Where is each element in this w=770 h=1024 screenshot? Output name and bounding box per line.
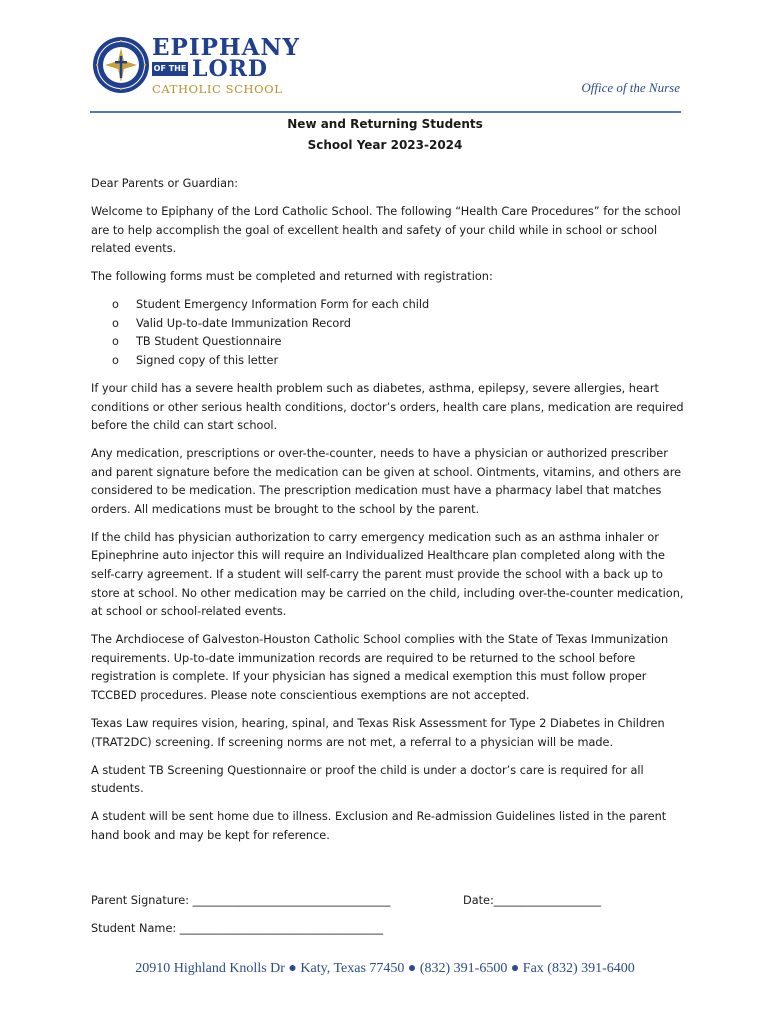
immunization-paragraph: The Archdiocese of Galveston-Houston Catholic School complies with the State of Texas Immunization requirements. Up-to-date immunization records are required to be returned to the school before registration is complete. If your physician has signed a medical exemption this must follow proper TCCBED procedures. Please note conscientious exemptions are not accepted. bbox=[91, 633, 669, 702]
screening-paragraph: Texas Law requires vision, hearing, spinal, and Texas Risk Assessment for Type 2 Diabetes in Children (TRAT2DC) screening. If screening norms are not met, a referral to a physician will be made. bbox=[91, 716, 665, 749]
student-name-field[interactable]: Student Name: ____________________________________ bbox=[91, 922, 384, 935]
office-of-the-nurse: Office of the Nurse bbox=[581, 80, 680, 95]
school-wordmark bbox=[152, 34, 300, 100]
list-item: o Student Emergency Information Form for each child bbox=[91, 296, 691, 315]
bullet-marker: o bbox=[112, 298, 119, 312]
bullet-marker: o bbox=[112, 316, 119, 330]
bullet-marker: o bbox=[112, 353, 119, 367]
welcome-paragraph: Welcome to Epiphany of the Lord Catholic School. The following “Health Care Procedures” for the school are to help accomplish the goal of excellent health and safety of your child while in school or school related events. bbox=[91, 204, 681, 256]
letter-title: New and Returning Students bbox=[287, 117, 483, 131]
emergency-medication-paragraph: If the child has physician authorization to carry emergency medication such as an asthma inhaler or Epinephrine auto injector this will require an Individualized Healthcare plan completed along with the self-carry agreement. If a student will self-carry the parent must provide the school with a back up to store at school. No other medication may be carried on the child, including over-the-counter medication, at school or school-related events. bbox=[91, 530, 684, 619]
list-item: o Signed copy of this letter bbox=[91, 352, 691, 371]
illness-paragraph: A student will be sent home due to illness. Exclusion and Re-admission Guidelines listed in the parent hand book and may be kept for reference. bbox=[91, 810, 667, 842]
severe-health-paragraph: If your child has a severe health problem such as diabetes, asthma, epilepsy, severe allergies, heart conditions or other serious health conditions, doctor’s orders, health care plans, medication are required before the child can start school. bbox=[91, 381, 684, 433]
footer-address: 20910 Highland Knolls Dr ● Katy, Texas 77450 ● (832) 391-6500 ● Fax (832) 391-6400 bbox=[135, 961, 635, 976]
parent-signature-field[interactable]: Parent Signature: ___________________________________ bbox=[91, 894, 391, 907]
school-logo bbox=[92, 34, 300, 100]
header-divider bbox=[90, 111, 681, 113]
wordmark-lord: LORD bbox=[192, 56, 268, 82]
bullet-marker: o bbox=[112, 335, 119, 349]
date-field[interactable]: Date:___________________ bbox=[463, 894, 602, 907]
medication-paragraph: Any medication, prescriptions or over-the-counter, needs to have a physician or authorized prescriber and parent signature before the medication can be given at school. Ointments, vitamins, and others are considered to be medication. The prescription medication must have a pharmacy label that matches orders. All medications must be brought to the school by the parent. bbox=[91, 447, 682, 516]
required-forms-list bbox=[91, 296, 691, 370]
forms-intro: The following forms must be completed and returned with registration: bbox=[91, 270, 493, 284]
list-item: o TB Student Questionnaire bbox=[91, 333, 691, 352]
school-seal-icon bbox=[92, 36, 150, 94]
school-year: School Year 2023-2024 bbox=[307, 138, 463, 152]
salutation: Dear Parents or Guardian: bbox=[91, 177, 239, 190]
wordmark-of-the: OF THE bbox=[152, 62, 188, 76]
letter-body bbox=[91, 175, 691, 855]
tb-paragraph: A student TB Screening Questionnaire or proof the child is under a doctor’s care is required for all students. bbox=[91, 763, 644, 796]
wordmark-epiphany: EPIPHANY bbox=[152, 34, 300, 61]
wordmark-catholic-school: CATHOLIC SCHOOL bbox=[152, 82, 283, 96]
list-item: o Valid Up-to-date Immunization Record bbox=[91, 315, 691, 334]
